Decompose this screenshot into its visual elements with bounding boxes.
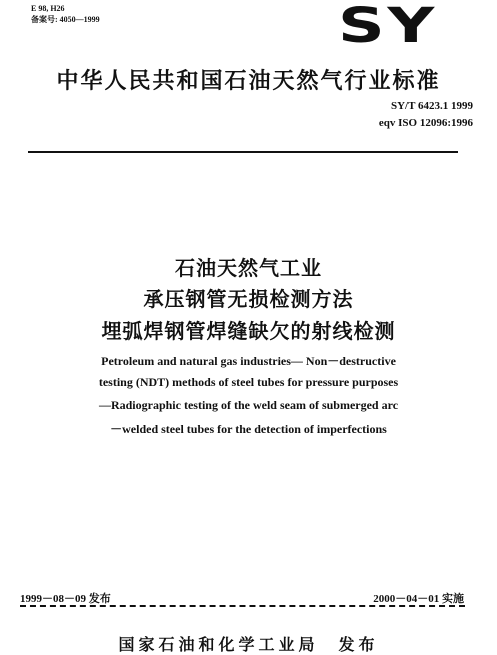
equivalent-standard: eqv ISO 12096:1996 [378, 117, 473, 129]
bottom-divider [20, 605, 465, 607]
sy-logo: SY [338, 0, 437, 54]
issue-label: 发布 [88, 592, 111, 605]
title-cn-line-2: 承压钢管无损检测方法 [143, 287, 354, 311]
record-number: 备案号: 4050—1999 [31, 15, 100, 24]
classification-block [31, 3, 100, 25]
issue-date-block [20, 590, 111, 606]
title-en-line-4: －welded steel tubes for the detection of imperfections [110, 422, 387, 436]
standard-category-title: 中华人民共和国石油天然气行业标准 [56, 69, 441, 94]
issuing-authority: 国家石油和化学工业局 发布 [118, 635, 379, 654]
implement-date: 2000－04－01 [373, 593, 440, 605]
title-cn-line-3: 埋弧焊钢管焊缝缺欠的射线检测 [101, 319, 396, 343]
title-en-line-2: testing (NDT) methods of steel tubes for pressure purposes [98, 375, 399, 389]
standard-code: SY/T 6423.1 1999 [390, 100, 473, 112]
title-en-line-1: Petroleum and natural gas industries— Non－destructive [101, 354, 396, 368]
title-cn-line-1: 石油天然气工业 [175, 256, 322, 280]
implement-label: 实施 [442, 592, 464, 605]
title-en-line-3: —Radiographic testing of the weld seam of submerged arc [98, 398, 399, 412]
implement-date-block [373, 590, 464, 606]
top-divider [28, 151, 458, 153]
issue-date: 1999－08－09 [20, 593, 86, 605]
classification-code: E 98, H26 [31, 4, 65, 13]
